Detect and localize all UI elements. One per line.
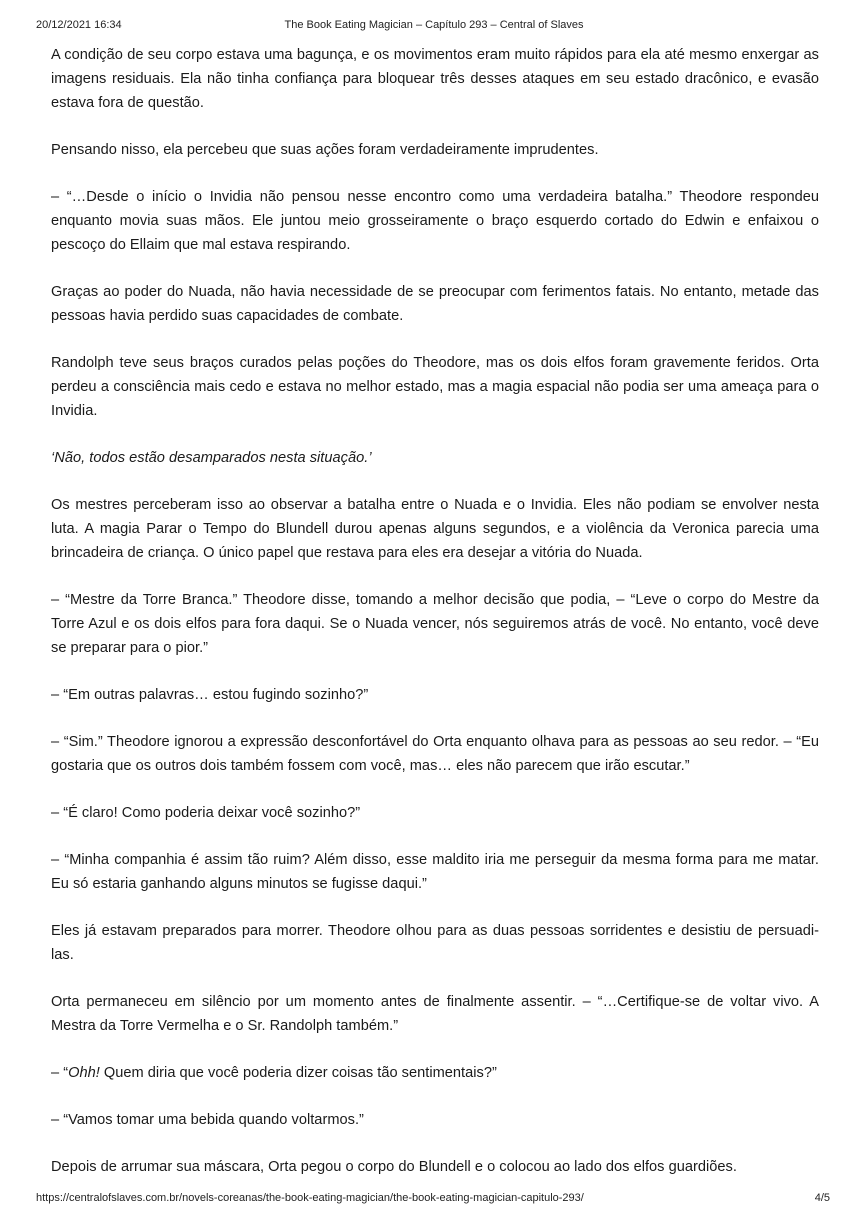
paragraph: A condição de seu corpo estava uma bagunça, e os movimentos eram muito rápidos para ela até mesmo enxergar as imagens residuais. Ela não tinha confiança para bloquear três desses ataques em seu estado dracônico, e evasão estava fora de questão. xyxy=(51,47,819,111)
paragraph: Pensando nisso, ela percebeu que suas ações foram verdadeiramente imprudentes. xyxy=(51,142,599,158)
paragraph: – “É claro! Como poderia deixar você sozinho?” xyxy=(51,805,361,821)
paragraph: Eles já estavam preparados para morrer. Theodore olhou para as duas pessoas sorridentes e desistiu de persuadi-las. xyxy=(51,923,819,963)
paragraph-emphasis: Ohh! xyxy=(68,1065,100,1081)
page-number: 4/5 xyxy=(814,1192,830,1204)
paragraph: Orta permaneceu em silêncio por um momento antes de finalmente assentir. – “…Certifique-se de voltar vivo. A Mestra da Torre Vermelha e o Sr. Randolph também.” xyxy=(51,994,819,1034)
paragraph: Graças ao poder do Nuada, não havia necessidade de se preocupar com ferimentos fatais. No entanto, metade das pessoas havia perdido suas capacidades de combate. xyxy=(51,284,819,324)
document-title: The Book Eating Magician – Capítulo 293 – Central of Slaves xyxy=(284,19,584,31)
paragraph: – “Mestre da Torre Branca.” Theodore disse, tomando a melhor decisão que podia, – “Leve o corpo do Mestre da Torre Azul e os dois elfos para fora daqui. Se o Nuada vencer, nós seguiremos atrás de você. No entanto, você deve se preparar para o pior.” xyxy=(51,592,819,656)
paragraph: – “…Desde o início o Invidia não pensou nesse encontro como uma verdadeira batalha.” Theodore respondeu enquanto movia suas mãos. Ele juntou meio grosseiramente o braço esquerdo cortado do Edwin e enfaixou o pescoço do Ellaim que mal estava respirando. xyxy=(51,189,819,253)
paragraph: – “Em outras palavras… estou fugindo sozinho?” xyxy=(51,687,369,703)
paragraph xyxy=(51,1061,819,1085)
paragraph: Depois de arrumar sua máscara, Orta pegou o corpo do Blundell e o colocou ao lado dos elfos guardiões. xyxy=(51,1159,737,1175)
print-footer xyxy=(0,1192,868,1208)
paragraph: Os mestres perceberam isso ao observar a batalha entre o Nuada e o Invidia. Eles não podiam se envolver nesta luta. A magia Parar o Tempo do Blundell durou apenas alguns segundos, e a violência da Veronica parecia uma brincadeira de criança. O único papel que restava para eles era desejar a vitória do Nuada. xyxy=(51,497,819,561)
print-header xyxy=(0,19,868,35)
print-datetime: 20/12/2021 16:34 xyxy=(36,19,122,31)
page-url: https://centralofslaves.com.br/novels-coreanas/the-book-eating-magician/the-book-eating-magician-capitulo-293/ xyxy=(36,1192,584,1204)
paragraph: – “Sim.” Theodore ignorou a expressão desconfortável do Orta enquanto olhava para as pessoas ao seu redor. – “Eu gostaria que os outros dois também fossem com você, mas… eles não parecem que irão escutar.” xyxy=(51,734,819,774)
chapter-body xyxy=(51,43,819,1202)
paragraph-suffix: Quem diria que você poderia dizer coisas tão sentimentais?” xyxy=(99,1065,497,1081)
paragraph: Randolph teve seus braços curados pelas poções do Theodore, mas os dois elfos foram gravemente feridos. Orta perdeu a consciência mais cedo e estava no melhor estado, mas a magia espacial não podia ser uma ameaça para o Invidia. xyxy=(51,355,819,419)
paragraph-thought: ‘Não, todos estão desamparados nesta situação.’ xyxy=(51,450,372,466)
paragraph: – “Vamos tomar uma bebida quando voltarmos.” xyxy=(51,1112,364,1128)
paragraph: – “Minha companhia é assim tão ruim? Além disso, esse maldito iria me perseguir da mesma forma para me matar. Eu só estaria ganhando alguns minutos se fugisse daqui.” xyxy=(51,852,819,892)
paragraph-prefix: – “ xyxy=(51,1065,69,1081)
